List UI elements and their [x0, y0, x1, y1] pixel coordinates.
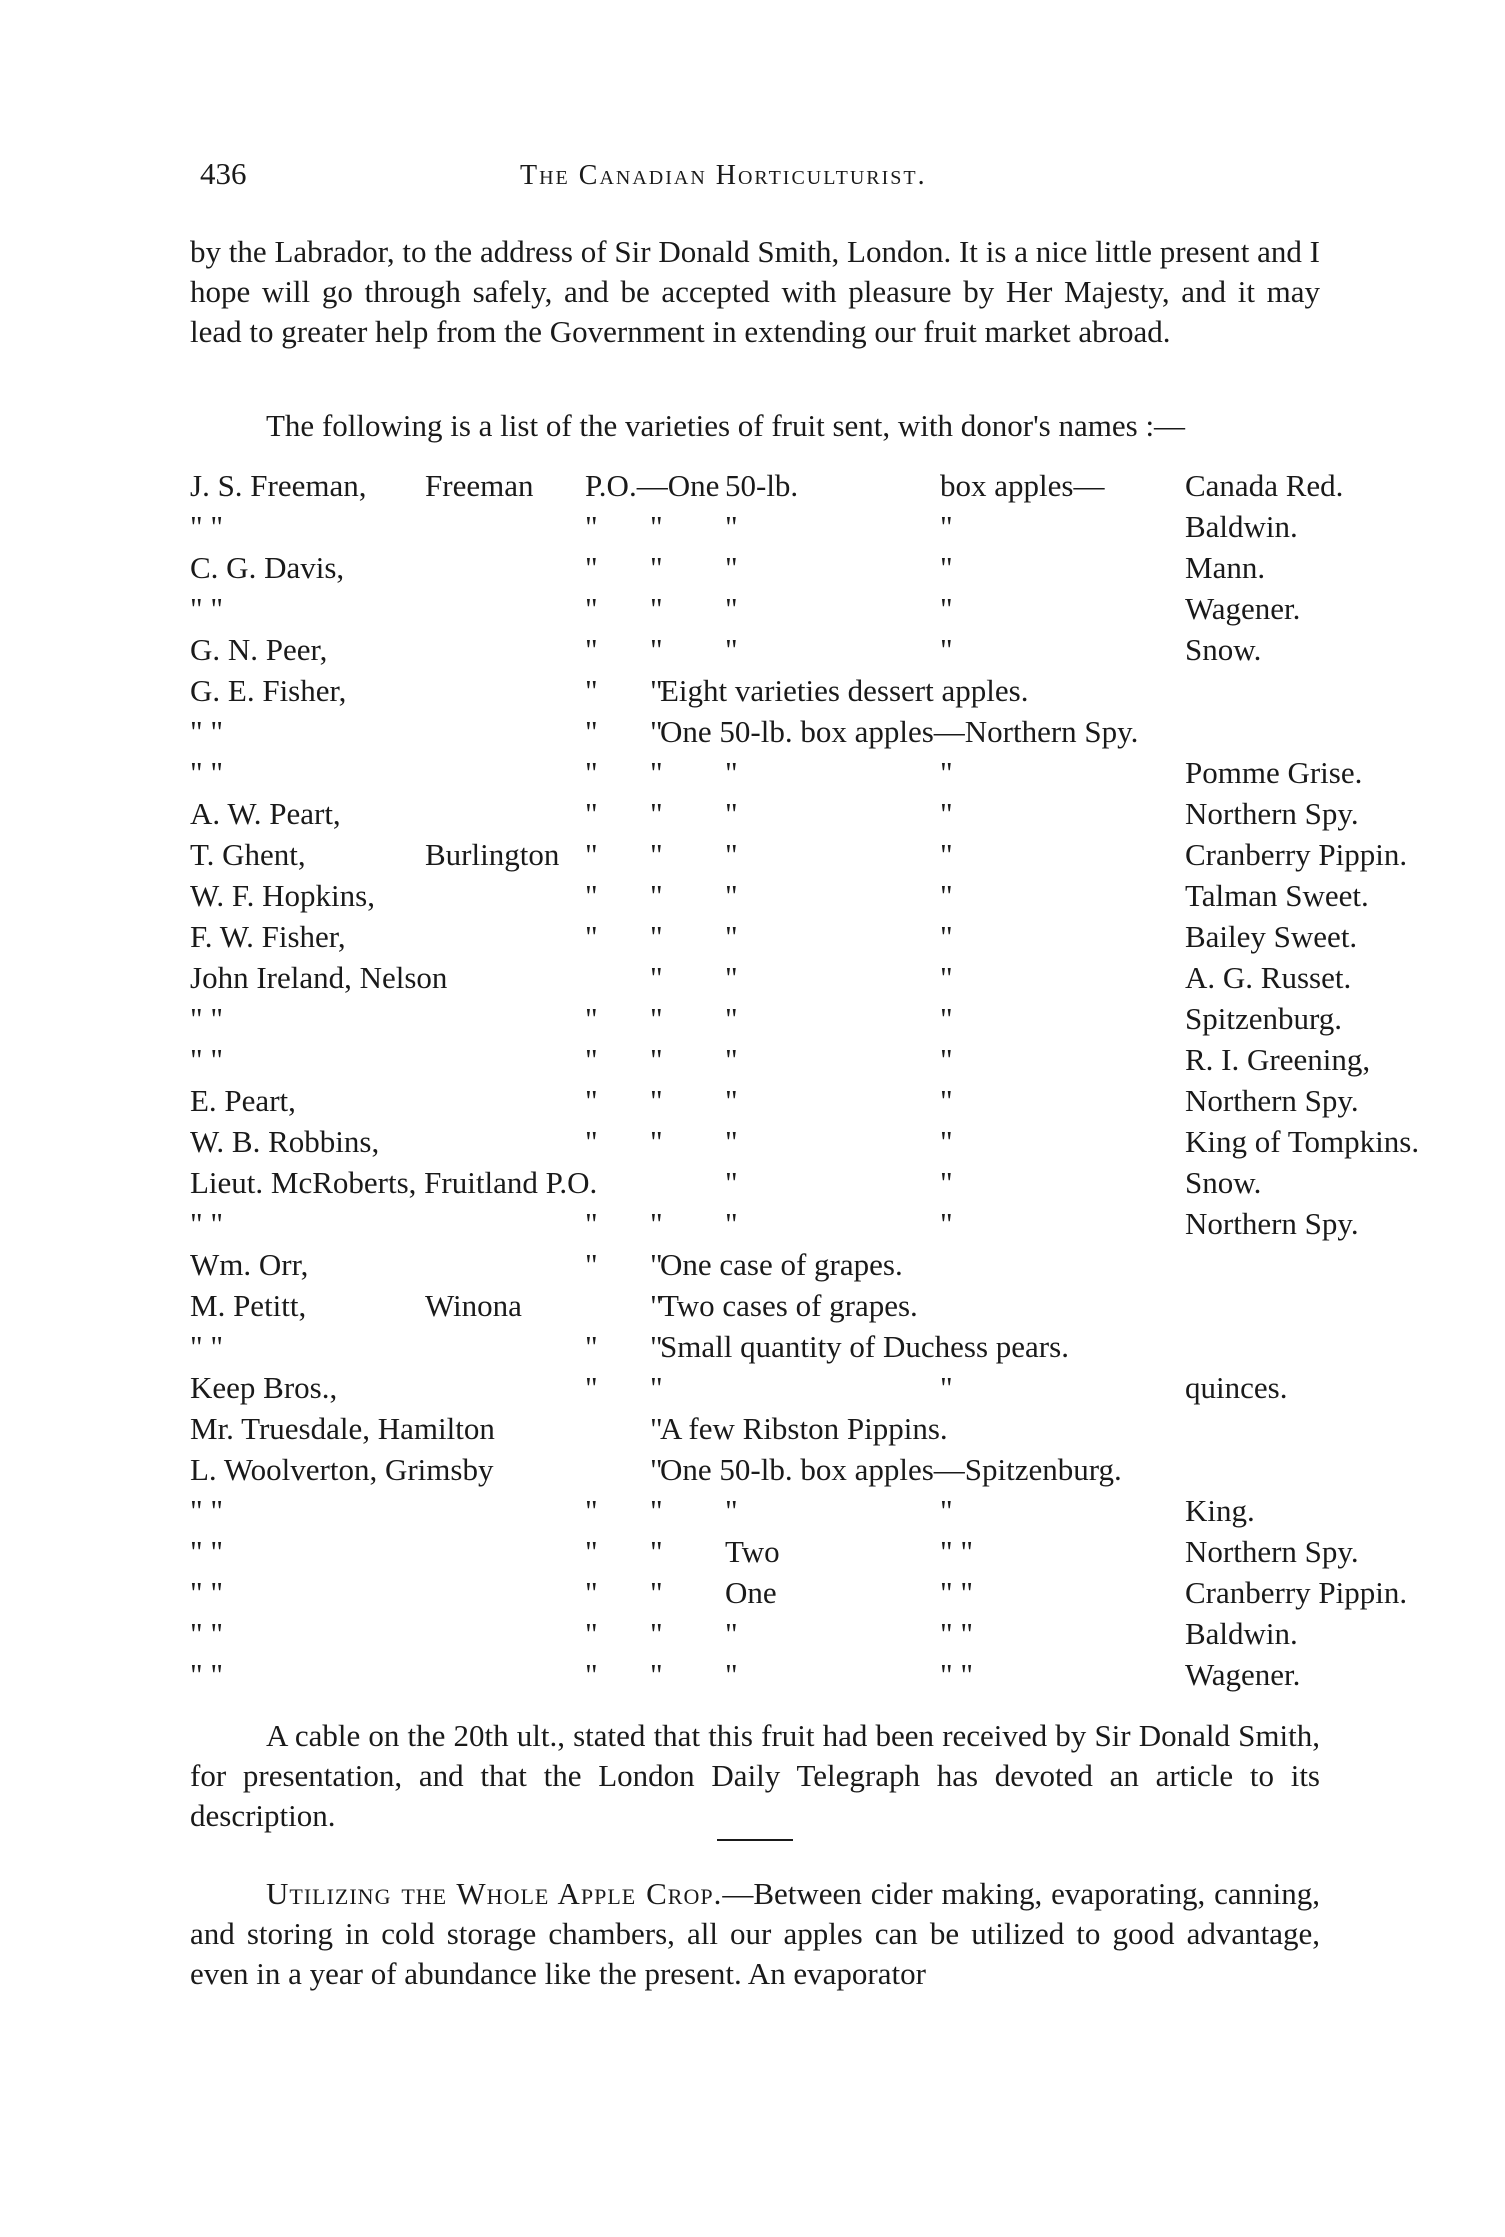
ditto-col-2: " [650, 632, 663, 667]
intro-paragraph: by the Labrador, to the address of Sir Donald Smith, London. It is a nice little present and I hope will go through safely, and be accepted with pleasure by Her Majesty, and it may lead to greater help from the Government in extending our fruit market abroad. [190, 234, 1320, 349]
ditto-col-2: " [650, 1657, 663, 1692]
ditto-col-1: " [585, 632, 598, 667]
donor-name: Keep Bros., [190, 1370, 338, 1405]
variety-name: Canada Red. [1185, 468, 1344, 503]
ditto-col-1: " [585, 755, 598, 790]
ditto-col-1: " [585, 550, 598, 585]
donor-name: L. Woolverton, Grimsby [190, 1452, 494, 1487]
donor-place: Freeman [425, 468, 534, 503]
variety-name: Snow. [1185, 632, 1262, 667]
quantity-col: " [725, 1001, 738, 1036]
donor-name: T. Ghent, [190, 837, 306, 872]
item-col: " [940, 1124, 953, 1159]
list-row [185, 1616, 1320, 1657]
donor-name: A. W. Peart, [190, 796, 341, 831]
donor-name: " " [190, 714, 224, 749]
quantity-col: " [725, 796, 738, 831]
donor-name: Mr. Truesdale, Hamilton [190, 1411, 495, 1446]
quantity-col: " [725, 509, 738, 544]
ditto-col-2: " [650, 1288, 663, 1323]
ditto-col-1: " [585, 1124, 598, 1159]
ditto-col-2: " [650, 755, 663, 790]
donor-place: Burlington [425, 837, 560, 872]
ditto-col-1: " [585, 1042, 598, 1077]
item-col: " [940, 755, 953, 790]
variety-name: Cranberry Pippin. [1185, 837, 1408, 872]
variety-name: Northern Spy. [1185, 796, 1359, 831]
quantity-col: 50-lb. [725, 468, 799, 503]
ditto-col-2: " [650, 1411, 663, 1446]
donor-name: Wm. Orr, [190, 1247, 309, 1282]
variety-name: Cranberry Pippin. [1185, 1575, 1408, 1610]
quantity-col: " [725, 837, 738, 872]
item-col: " [940, 1001, 953, 1036]
item-col: box apples— [940, 468, 1105, 503]
ditto-col-1: " [585, 673, 598, 708]
list-row [185, 755, 1363, 796]
ditto-col-1: " [585, 1616, 598, 1651]
ditto-col-1: " [585, 1370, 598, 1405]
item-col: " " [940, 1616, 974, 1651]
list-row [185, 1124, 1420, 1165]
item-description: One case of grapes. [660, 1247, 903, 1282]
quantity-col: " [725, 550, 738, 585]
ditto-col-2: " [650, 591, 663, 626]
variety-name: Snow. [1185, 1165, 1262, 1200]
section-divider [717, 1839, 793, 1841]
ditto-col-1: " [585, 878, 598, 913]
variety-name: A. G. Russet. [1185, 960, 1352, 995]
apple-crop-paragraph [190, 1874, 1320, 1994]
list-row [185, 1288, 1320, 1329]
variety-name: King. [1185, 1493, 1255, 1528]
donor-name: E. Peart, [190, 1083, 296, 1118]
variety-name: quinces. [1185, 1370, 1288, 1405]
donor-name: J. S. Freeman, [190, 468, 367, 503]
quantity-col: " [725, 1616, 738, 1651]
quantity-col: " [725, 1493, 738, 1528]
section-heading: Utilizing the Whole Apple Crop. [266, 1876, 723, 1911]
list-intro: The following is a list of the varieties of fruit sent, with donor's names :— [266, 408, 1186, 443]
item-col: " [940, 591, 953, 626]
ditto-col-1: " [585, 1657, 598, 1692]
ditto-col-1: " [585, 837, 598, 872]
donor-name: John Ireland, Nelson [190, 960, 448, 995]
variety-name: Wagener. [1185, 1657, 1301, 1692]
item-col: " [940, 632, 953, 667]
list-row [185, 1657, 1320, 1698]
quantity-col: " [725, 919, 738, 954]
variety-name: Talman Sweet. [1185, 878, 1369, 913]
donor-place: Winona [425, 1288, 522, 1323]
ditto-col-2: " [650, 1452, 663, 1487]
item-col: " [940, 1493, 953, 1528]
item-col: " [940, 796, 953, 831]
donor-name: " " [190, 1493, 224, 1528]
donor-name: W. F. Hopkins, [190, 878, 375, 913]
donor-name: " " [190, 591, 224, 626]
list-row [185, 837, 1408, 878]
ditto-col-2: " [650, 1001, 663, 1036]
item-col: " [940, 509, 953, 544]
item-description: A few Ribston Pippins. [660, 1411, 948, 1446]
ditto-col-2: " [650, 1247, 663, 1282]
quantity-col: " [725, 878, 738, 913]
list-row [185, 960, 1352, 1001]
variety-name: Northern Spy. [1185, 1206, 1359, 1241]
donor-name: " " [190, 1575, 224, 1610]
list-row [185, 1370, 1320, 1411]
donor-name: Lieut. McRoberts, Fruitland P.O. [190, 1165, 598, 1200]
ditto-col-1: " [585, 796, 598, 831]
list-row [185, 632, 1320, 673]
quantity-col: " [725, 1083, 738, 1118]
ditto-col-1: " [585, 1329, 598, 1364]
list-row [185, 1411, 1320, 1452]
list-row [185, 673, 1320, 714]
running-title: The Canadian Horticulturist. [520, 160, 927, 191]
ditto-col-1: " [585, 1001, 598, 1036]
list-row [185, 1329, 1320, 1370]
list-row [185, 878, 1369, 919]
ditto-col-1: P.O.—One [585, 468, 720, 503]
ditto-col-2: " [650, 960, 663, 995]
list-row [185, 591, 1320, 632]
ditto-col-1: " [585, 1206, 598, 1241]
donor-name: " " [190, 1001, 224, 1036]
quantity-col: " [725, 1165, 738, 1200]
page-header [190, 156, 1320, 200]
item-col: " [940, 1206, 953, 1241]
list-row [185, 796, 1359, 837]
item-col: " " [940, 1657, 974, 1692]
ditto-col-2: " [650, 714, 663, 749]
item-col: " [940, 960, 953, 995]
item-col: " [940, 1083, 953, 1118]
ditto-col-2: " [650, 550, 663, 585]
ditto-col-2: " [650, 1124, 663, 1159]
list-row [185, 1493, 1320, 1534]
donor-name: " " [190, 1329, 224, 1364]
item-col: " " [940, 1534, 974, 1569]
ditto-col-2: " [650, 1206, 663, 1241]
ditto-col-1: " [585, 1247, 598, 1282]
list-row [185, 714, 1320, 755]
quantity-col: " [725, 1657, 738, 1692]
item-description: One 50-lb. box apples—Spitzenburg. [660, 1452, 1122, 1487]
variety-name: Mann. [1185, 550, 1266, 585]
donor-name: " " [190, 1206, 224, 1241]
item-col: " [940, 1165, 953, 1200]
variety-name: Bailey Sweet. [1185, 919, 1358, 954]
donor-name: " " [190, 755, 224, 790]
ditto-col-2: " [650, 1083, 663, 1118]
ditto-col-2: " [650, 1042, 663, 1077]
quantity-col: " [725, 1042, 738, 1077]
list-row [185, 919, 1358, 960]
item-description: Small quantity of Duchess pears. [660, 1329, 1069, 1364]
list-row [185, 1247, 1320, 1288]
variety-name: Spitzenburg. [1185, 1001, 1342, 1036]
list-row [185, 1534, 1359, 1575]
quantity-col: " [725, 960, 738, 995]
page-number: 436 [200, 156, 247, 191]
variety-name: Pomme Grise. [1185, 755, 1363, 790]
item-col: " [940, 550, 953, 585]
list-row [185, 1206, 1359, 1247]
donor-name: F. W. Fisher, [190, 919, 346, 954]
item-col: " [940, 1042, 953, 1077]
item-col: " [940, 837, 953, 872]
list-row [185, 550, 1320, 591]
variety-name: Northern Spy. [1185, 1534, 1359, 1569]
donor-name: " " [190, 1042, 224, 1077]
ditto-col-2: " [650, 673, 663, 708]
quantity-col: Two [725, 1534, 780, 1569]
ditto-col-1: " [585, 1534, 598, 1569]
ditto-col-2: " [650, 878, 663, 913]
ditto-col-2: " [650, 1616, 663, 1651]
section-body: —Between cider making, evaporating, canning, and storing in cold storage chambers, all our apples can be utilized to good advantage, even in a year of abundance like the present. An evaporator [190, 1876, 1320, 1991]
quantity-col: " [725, 1124, 738, 1159]
ditto-col-1: " [585, 714, 598, 749]
ditto-col-2: " [650, 1370, 663, 1405]
donor-name: G. N. Peer, [190, 632, 328, 667]
donor-name: W. B. Robbins, [190, 1124, 380, 1159]
cable-paragraph: A cable on the 20th ult., stated that this fruit had been received by Sir Donald Smith, for presentation, and that the London Daily Telegraph has devoted an article to its description. [190, 1718, 1320, 1833]
list-row [185, 1165, 1320, 1206]
item-description: Eight varieties dessert apples. [660, 673, 1029, 708]
list-row [185, 468, 1344, 509]
ditto-col-1: " [585, 1575, 598, 1610]
ditto-col-2: " [650, 1534, 663, 1569]
donor-name: " " [190, 1616, 224, 1651]
ditto-col-2: " [650, 919, 663, 954]
list-row [185, 509, 1320, 550]
ditto-col-1: " [585, 1493, 598, 1528]
item-col: " [940, 1370, 953, 1405]
item-description: One 50-lb. box apples—Northern Spy. [660, 714, 1139, 749]
donor-name: G. E. Fisher, [190, 673, 347, 708]
quantity-col: One [725, 1575, 777, 1610]
item-col: " " [940, 1575, 974, 1610]
variety-name: King of Tompkins. [1185, 1124, 1420, 1159]
donor-name: " " [190, 1534, 224, 1569]
variety-name: Northern Spy. [1185, 1083, 1359, 1118]
list-row [185, 1083, 1359, 1124]
quantity-col: " [725, 1206, 738, 1241]
donor-name: " " [190, 509, 224, 544]
quantity-col: " [725, 632, 738, 667]
variety-name: Baldwin. [1185, 1616, 1298, 1651]
item-description: Two cases of grapes. [660, 1288, 918, 1323]
list-row [185, 1042, 1371, 1083]
ditto-col-1: " [585, 509, 598, 544]
item-col: " [940, 919, 953, 954]
ditto-col-2: " [650, 1493, 663, 1528]
ditto-col-2: " [650, 509, 663, 544]
quantity-col: " [725, 591, 738, 626]
donor-name: " " [190, 1657, 224, 1692]
list-row [185, 1001, 1342, 1042]
ditto-col-1: " [585, 1083, 598, 1118]
variety-name: R. I. Greening, [1185, 1042, 1371, 1077]
ditto-col-2: " [650, 796, 663, 831]
ditto-col-2: " [650, 1329, 663, 1364]
ditto-col-1: " [585, 919, 598, 954]
item-col: " [940, 878, 953, 913]
list-row [185, 1575, 1408, 1616]
variety-name: Wagener. [1185, 591, 1301, 626]
donor-name: M. Petitt, [190, 1288, 307, 1323]
variety-name: Baldwin. [1185, 509, 1298, 544]
quantity-col: " [725, 755, 738, 790]
donor-name: C. G. Davis, [190, 550, 345, 585]
ditto-col-2: " [650, 837, 663, 872]
ditto-col-2: " [650, 1575, 663, 1610]
ditto-col-1: " [585, 591, 598, 626]
list-row [185, 1452, 1320, 1493]
